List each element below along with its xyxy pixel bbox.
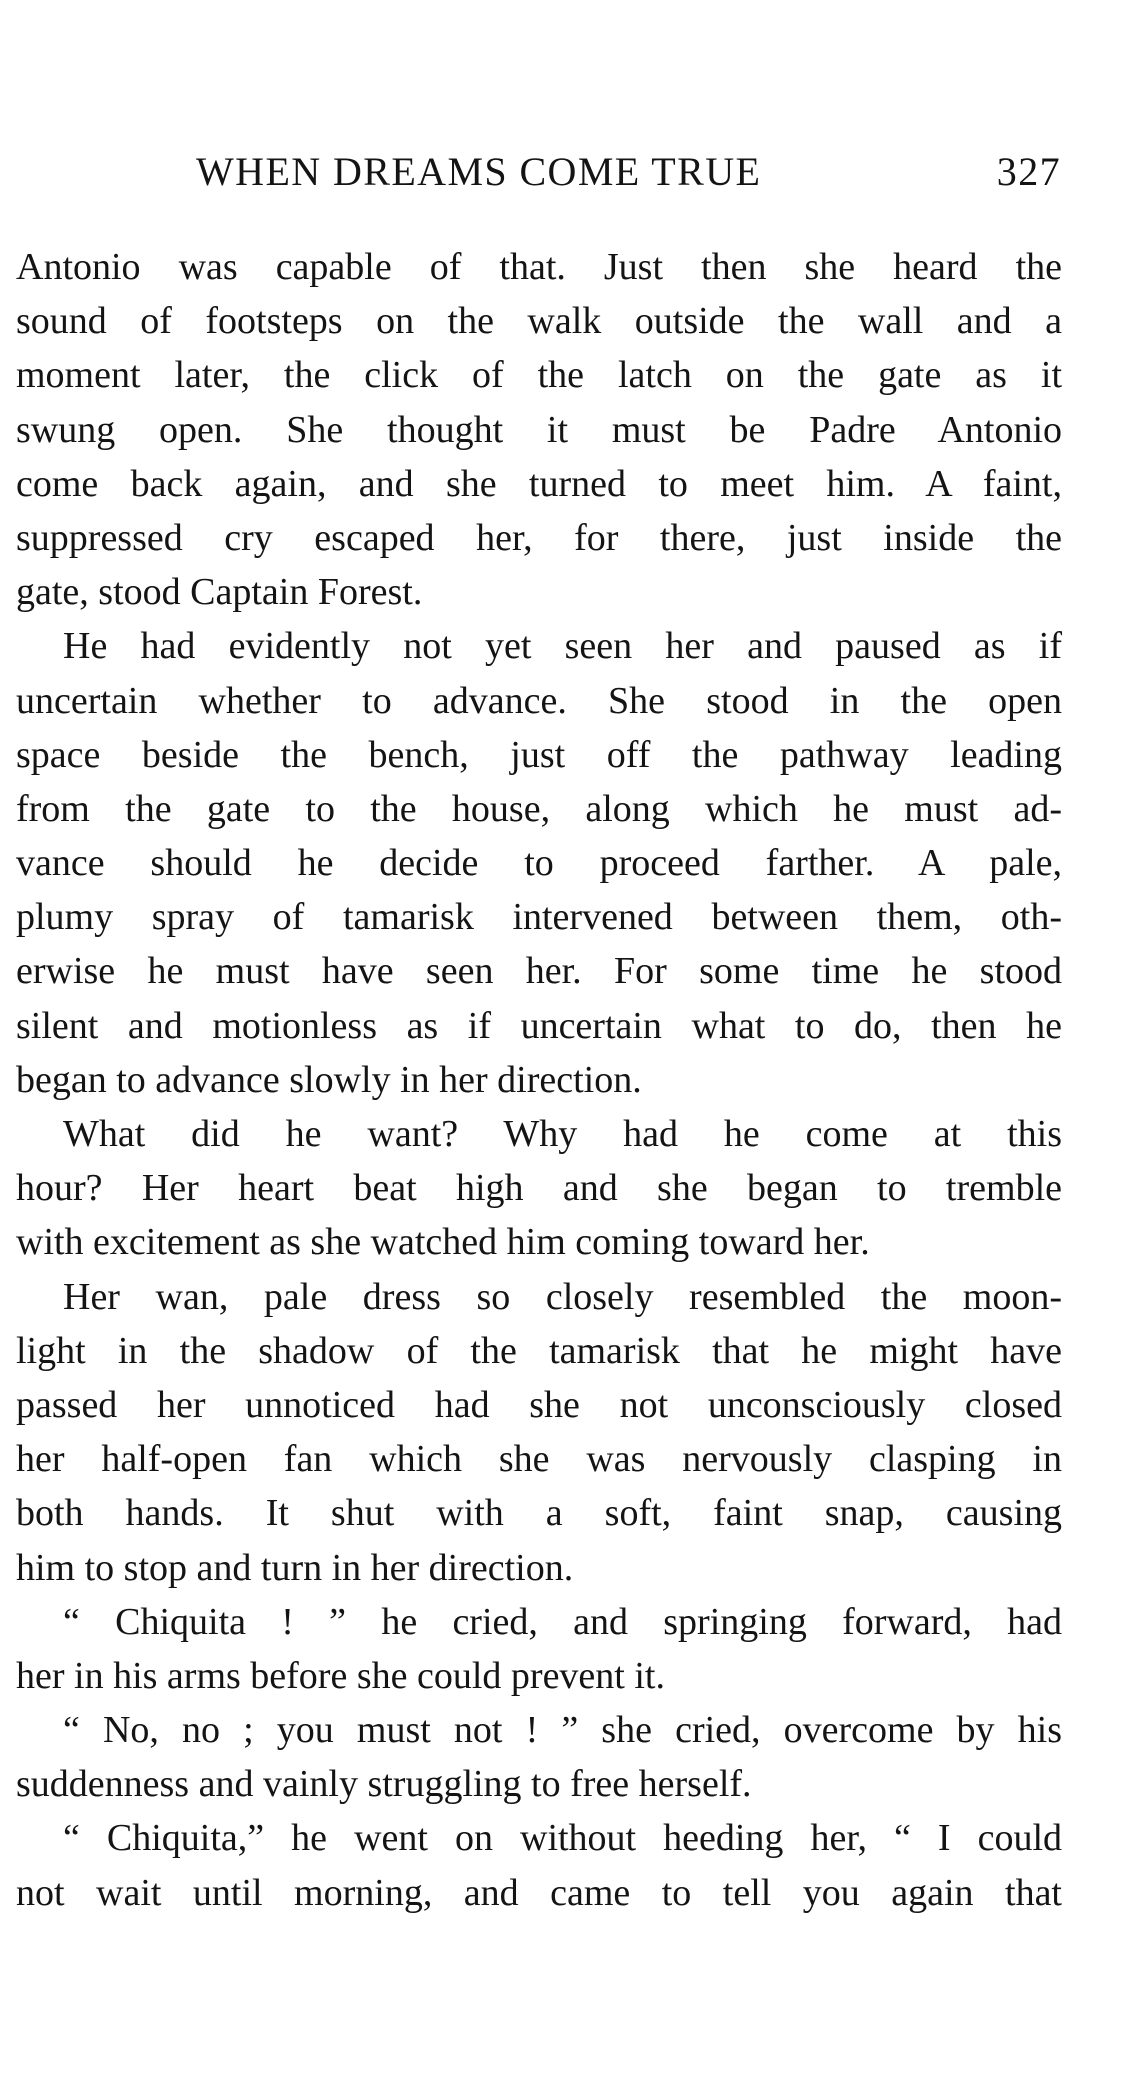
text-line: erwise he must have seen her. For some time he stood <box>16 950 1062 993</box>
text-line: swung open. She thought it must be Padre Antonio <box>16 408 1062 451</box>
text-line: vance should he decide to proceed farther. A pale, <box>16 842 1062 885</box>
text-line: gate, stood Captain Forest. <box>16 571 423 614</box>
text-line: from the gate to the house, along which he must ad- <box>16 787 1062 830</box>
text-line: “ Chiquita,” he went on without heeding her, “ I could <box>63 1817 1062 1860</box>
text-line: silent and motionless as if uncertain what to do, then he <box>16 1004 1062 1047</box>
text-line: hour? Her heart beat high and she began to tremble <box>16 1167 1062 1210</box>
text-line: her half-open fan which she was nervously clasping in <box>16 1438 1062 1481</box>
body-text <box>16 240 1062 1920</box>
text-line: began to advance slowly in her direction. <box>16 1058 642 1101</box>
text-line: her in his arms before she could prevent it. <box>16 1654 665 1697</box>
running-title: WHEN DREAMS COME TRUE <box>196 149 762 194</box>
text-line: not wait until morning, and came to tell you again that <box>16 1871 1062 1914</box>
text-line: Antonio was capable of that. Just then she heard the <box>16 246 1062 288</box>
text-line: suddenness and vainly struggling to free herself. <box>16 1763 752 1806</box>
text-line: light in the shadow of the tamarisk that he might have <box>16 1329 1062 1372</box>
text-line: “ Chiquita ! ” he cried, and springing forward, had <box>63 1600 1062 1643</box>
text-line: moment later, the click of the latch on the gate as it <box>16 354 1062 397</box>
text-line: him to stop and turn in her direction. <box>16 1546 574 1589</box>
text-line: He had evidently not yet seen her and paused as if <box>63 625 1062 668</box>
page-number: 327 <box>996 149 1061 194</box>
text-line: with excitement as she watched him coming toward her. <box>16 1221 870 1264</box>
text-line: What did he want? Why had he come at this <box>63 1113 1062 1155</box>
text-line: suppressed cry escaped her, for there, just inside the <box>16 516 1062 559</box>
text-line: “ No, no ; you must not ! ” she cried, overcome by his <box>63 1709 1062 1752</box>
text-line: uncertain whether to advance. She stood in the open <box>16 679 1062 722</box>
text-line: plumy spray of tamarisk intervened between them, oth- <box>16 896 1062 939</box>
text-line: come back again, and she turned to meet him. A faint, <box>16 462 1062 505</box>
text-line: sound of footsteps on the walk outside the wall and a <box>16 300 1062 343</box>
text-line: space beside the bench, just off the pathway leading <box>16 733 1062 776</box>
running-head <box>196 148 1061 198</box>
text-line: Her wan, pale dress so closely resembled the moon- <box>63 1275 1062 1318</box>
text-line: both hands. It shut with a soft, faint snap, causing <box>16 1492 1062 1535</box>
text-line: passed her unnoticed had she not unconsciously closed <box>16 1383 1062 1426</box>
